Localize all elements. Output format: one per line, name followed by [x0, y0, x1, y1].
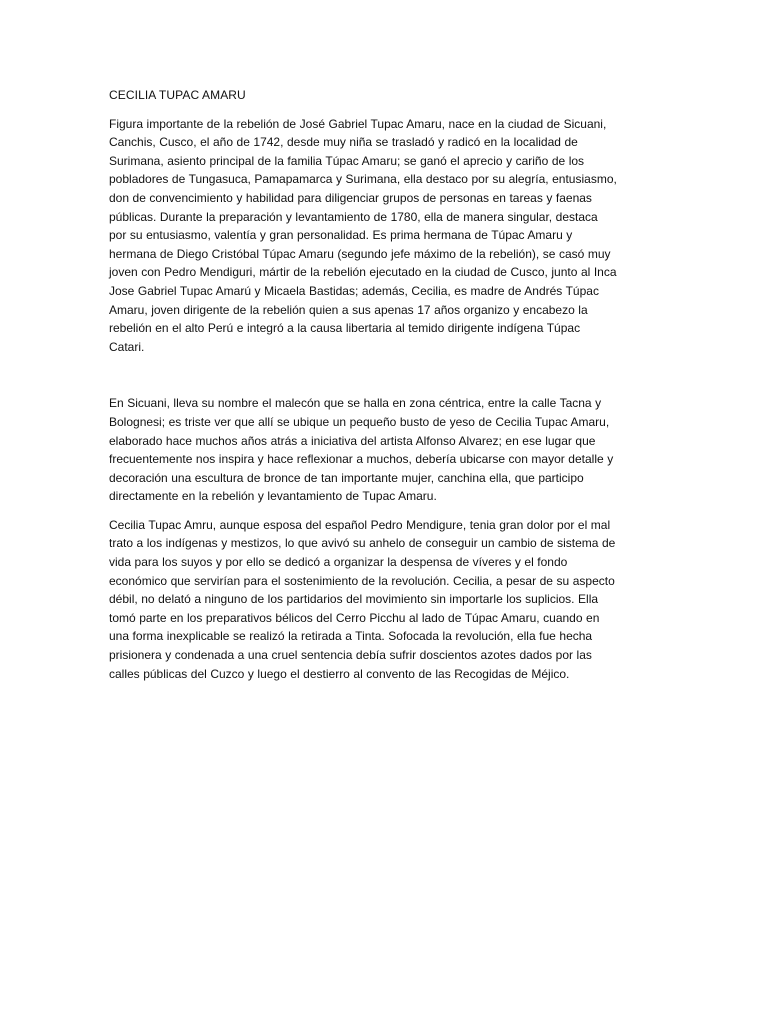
paragraph-line: Figura importante de la rebelión de José Gabriel Tupac Amaru, nace en la ciudad de Sicuani, — [109, 116, 607, 131]
paragraph-line: hermana de Diego Cristóbal Túpac Amaru (segundo jefe máximo de la rebelión), se casó muy — [109, 246, 611, 261]
paragraph-line: don de convencimiento y habilidad para diligenciar grupos de personas en tareas y faenas — [109, 190, 592, 205]
paragraph-line: económico que servirían para el sostenimiento de la revolución. Cecilia, a pesar de su aspecto — [109, 573, 615, 588]
paragraph-line: una forma inexplicable se realizó la retirada a Tinta. Sofocada la revolución, ella fue hecha — [109, 629, 593, 644]
paragraph-line: directamente en la rebelión y levantamiento de Tupac Amaru. — [109, 489, 437, 504]
paragraph-line: públicas. Durante la preparación y levantamiento de 1780, ella de manera singular, destaca — [109, 209, 598, 224]
paragraph-line: En Sicuani, lleva su nombre el malecón que se halla en zona céntrica, entre la calle Tacna y — [109, 396, 602, 411]
paragraph-line: prisionera y condenada a una cruel sentencia debía sufrir doscientos azotes dados por las — [109, 648, 592, 663]
paragraph-line: Cecilia Tupac Amru, aunque esposa del español Pedro Mendigure, tenia gran dolor por el mal — [109, 517, 611, 532]
paragraph-3 — [109, 516, 665, 683]
paragraph-line: débil, no delató a ninguno de los partidarios del movimiento sin importarle los suplicios. Ella — [109, 592, 599, 607]
paragraph-line: Canchis, Cusco, el año de 1742, desde muy niña se trasladó y radicó en la localidad de — [109, 135, 578, 150]
paragraph-line: trato a los indígenas y mestizos, lo que avivó su anhelo de conseguir un cambio de sistema de — [109, 536, 616, 551]
paragraph-line: Jose Gabriel Tupac Amarú y Micaela Bastidas; además, Cecilia, es madre de Andrés Túpac — [109, 283, 599, 298]
paragraph-line: vida para los suyos y por ello se dedicó a organizar la despensa de víveres y el fondo — [109, 555, 568, 570]
paragraph-line: elaborado hace muchos años atrás a iniciativa del artista Alfonso Alvarez; en ese lugar que — [109, 433, 596, 448]
paragraph-line: decoración una escultura de bronce de tan importante mujer, canchina ella, que participo — [109, 470, 584, 485]
paragraph-line: joven con Pedro Mendiguri, mártir de la rebelión ejecutado en la ciudad de Cusco, junto al Inca — [109, 265, 617, 280]
paragraph-line: Bolognesi; es triste ver que allí se ubique un pequeño busto de yeso de Cecilia Tupac Amaru, — [109, 414, 610, 429]
paragraph-1 — [109, 115, 665, 357]
paragraph-line: Catari. — [109, 339, 145, 354]
paragraph-line: pobladores de Tungasuca, Pamapamarca y Surimana, ella destaco por su alegría, entusiasmo, — [109, 172, 617, 187]
paragraph-line: calles públicas del Cuzco y luego el destierro al convento de las Recogidas de Méjico. — [109, 666, 570, 681]
paragraph-line: por su entusiasmo, valentía y gran personalidad. Es prima hermana de Túpac Amaru y — [109, 228, 573, 243]
document-title: CECILIA TUPAC AMARU — [109, 88, 246, 102]
paragraph-line: frecuentemente nos inspira y hace reflexionar a muchos, debería ubicarse con mayor detalle y — [109, 452, 614, 467]
paragraph-line: Amaru, joven dirigente de la rebelión quien a sus apenas 17 años organizo y encabezo la — [109, 302, 588, 317]
paragraph-line: Surimana, asiento principal de la familia Túpac Amaru; se ganó el aprecio y cariño de los — [109, 153, 585, 168]
paragraph-2 — [109, 394, 665, 506]
paragraph-line: rebelión en el alto Perú e integró a la causa libertaria al temido dirigente indígena Túpac — [109, 321, 581, 336]
document-body — [109, 86, 665, 683]
paragraph-line: tomó parte en los preparativos bélicos del Cerro Picchu al lado de Túpac Amaru, cuando en — [109, 610, 600, 625]
